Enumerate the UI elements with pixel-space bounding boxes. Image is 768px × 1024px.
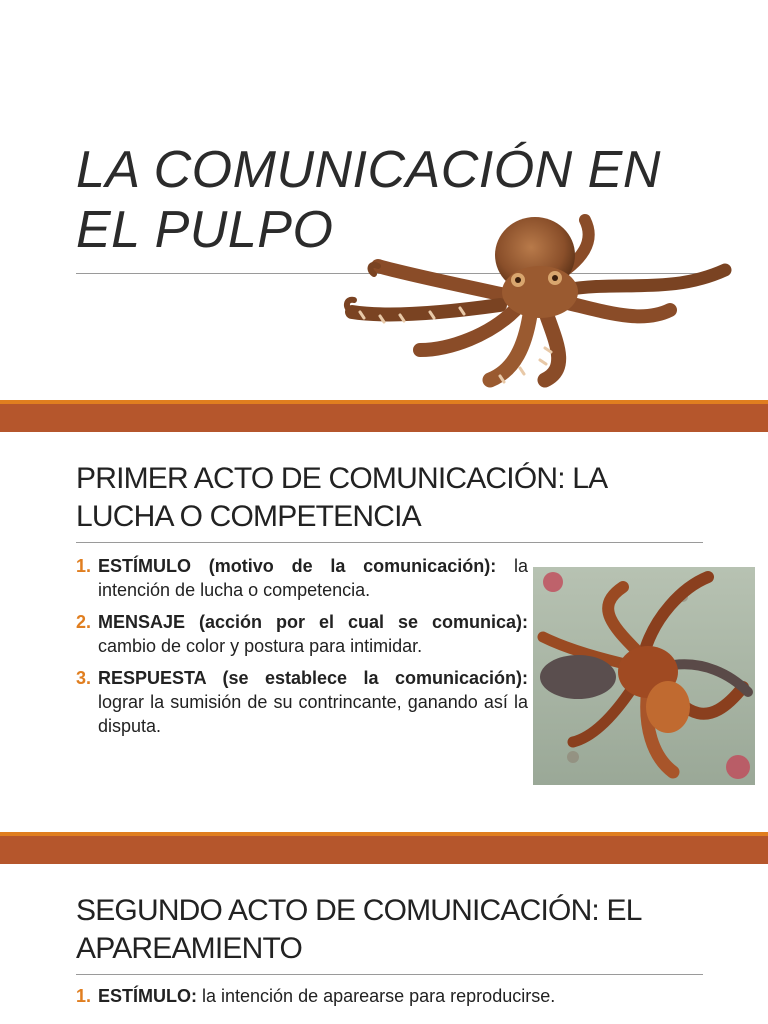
item-text: cambio de color y postura para intimidar. — [98, 636, 423, 656]
item-text: lograr la sumisión de su contrincante, ganando así la disputa. — [98, 692, 528, 736]
slide-separator — [0, 400, 768, 432]
heading-line-1: SEGUNDO ACTO DE COMUNICACIÓN: EL — [76, 894, 642, 927]
slide-heading — [76, 460, 736, 536]
heading-line-1: PRIMER ACTO DE COMUNICACIÓN: LA — [76, 462, 608, 495]
slide-separator — [0, 832, 768, 864]
acts-list — [76, 554, 528, 746]
title-slide — [0, 0, 768, 400]
title-line-2: EL PULPO — [76, 201, 334, 259]
slide-segundo-acto — [0, 864, 768, 1024]
list-number: 3. — [76, 668, 92, 688]
list-number: 1. — [76, 556, 92, 576]
list-item — [76, 666, 528, 738]
heading-divider — [76, 542, 703, 543]
item-text: la intención de aparearse para reproducirse. — [197, 986, 556, 1006]
slide-heading — [76, 892, 736, 968]
octopus-image — [340, 200, 740, 395]
item-label: ESTÍMULO: — [98, 986, 197, 1006]
heading-divider — [76, 974, 703, 975]
heading-line-2: LUCHA O COMPETENCIA — [76, 500, 421, 533]
item-text: la intención de lucha o competencia. — [98, 556, 529, 600]
heading-line-2: APAREAMIENTO — [76, 932, 303, 965]
title-line-1: LA COMUNICACIÓN EN — [76, 141, 661, 199]
acts-list — [76, 984, 716, 1016]
octopus-photo — [533, 567, 755, 785]
list-item — [76, 984, 716, 1008]
list-number: 2. — [76, 612, 92, 632]
item-label: RESPUESTA (se establece la comunicación): — [98, 668, 528, 688]
item-label: MENSAJE (acción por el cual se comunica): — [98, 612, 528, 632]
list-item — [76, 610, 528, 658]
list-item — [76, 554, 528, 602]
item-label: ESTÍMULO (motivo de la comunicación): — [98, 556, 497, 576]
list-number: 1. — [76, 986, 92, 1006]
